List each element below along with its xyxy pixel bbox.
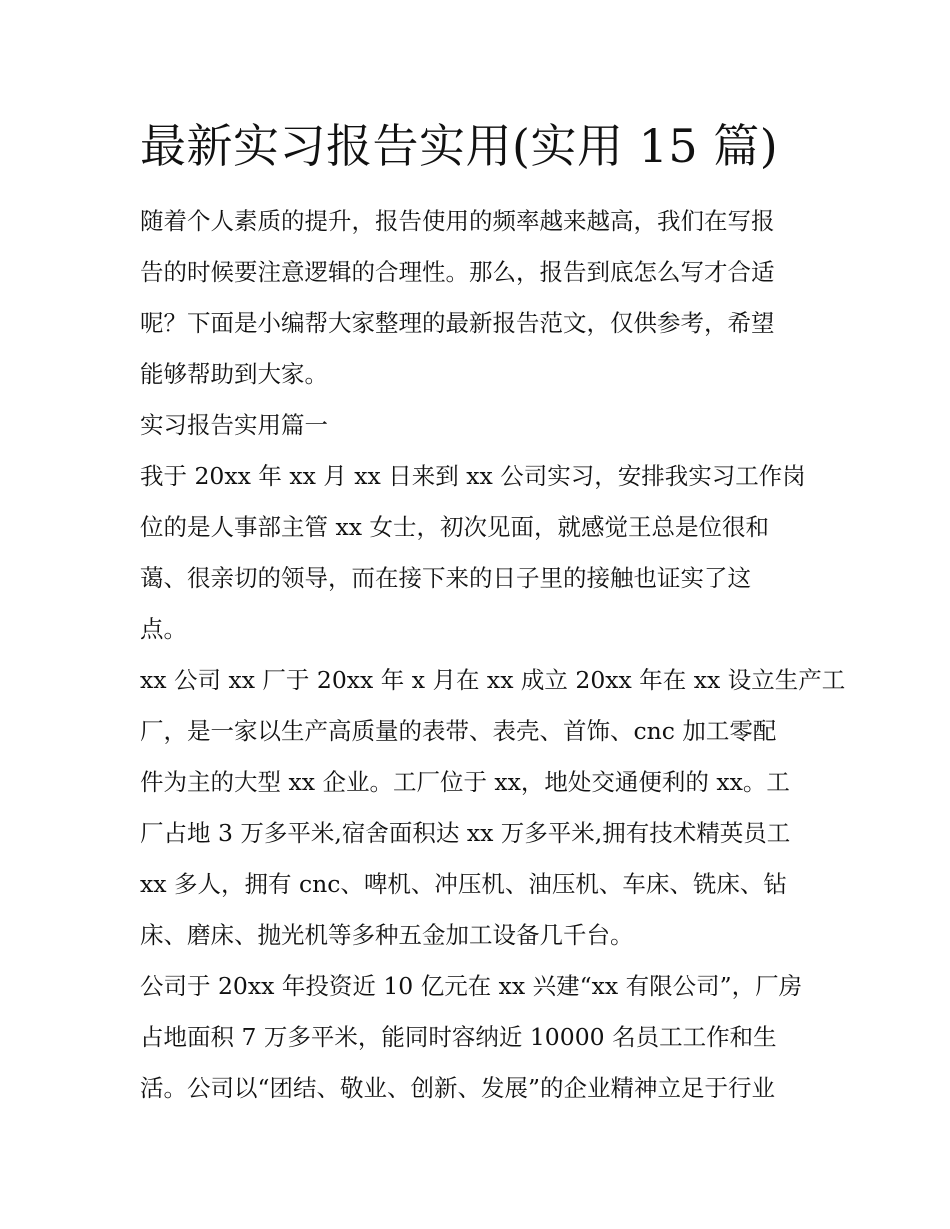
text-line: 呢？下面是小编帮大家整理的最新报告范文，仅供参考，希望	[140, 309, 775, 337]
text-line: 活。公司以“团结、敬业、创新、发展”的企业精神立足于行业	[140, 1074, 776, 1102]
text-line: 我于 20xx 年 xx 月 xx 日来到 xx 公司实习，安排我实习工作岗	[140, 462, 806, 490]
text-line: 床、磨床、抛光机等多种五金加工设备几千台。	[140, 921, 634, 949]
document-body	[140, 196, 846, 1114]
text-line: xx 公司 xx 厂于 20xx 年 x 月在 xx 成立 20xx 年在 xx 设立生产工	[140, 666, 846, 694]
text-line: 件为主的大型 xx 企业。工厂位于 xx，地处交通便利的 xx。工	[140, 768, 790, 796]
text-line: 公司于 20xx 年投资近 10 亿元在 xx 兴建“xx 有限公司”，厂房	[140, 972, 803, 1000]
section-heading: 实习报告实用篇一	[140, 411, 328, 439]
text-line: 位的是人事部主管 xx 女士，初次见面，就感觉王总是位很和	[140, 513, 769, 541]
text-line: 能够帮助到大家。	[140, 360, 328, 388]
text-line: xx 多人，拥有 cnc、啤机、冲压机、油压机、车床、铣床、钻	[140, 870, 787, 898]
text-line: 蔼、很亲切的领导，而在接下来的日子里的接触也证实了这	[140, 564, 751, 592]
text-line: 点。	[140, 615, 187, 643]
text-line: 占地面积 7 万多平米，能同时容纳近 10000 名员工工作和生	[140, 1023, 777, 1051]
text-line: 厂占地 3 万多平米,宿舍面积达 xx 万多平米,拥有技术精英员工	[140, 819, 791, 847]
text-line: 厂，是一家以生产高质量的表带、表壳、首饰、cnc 加工零配	[140, 717, 777, 745]
text-line: 告的时候要注意逻辑的合理性。那么，报告到底怎么写才合适	[140, 258, 775, 286]
document-title: 最新实习报告实用(实用 15 篇)	[140, 119, 779, 173]
text-line: 随着个人素质的提升，报告使用的频率越来越高，我们在写报	[140, 207, 775, 235]
